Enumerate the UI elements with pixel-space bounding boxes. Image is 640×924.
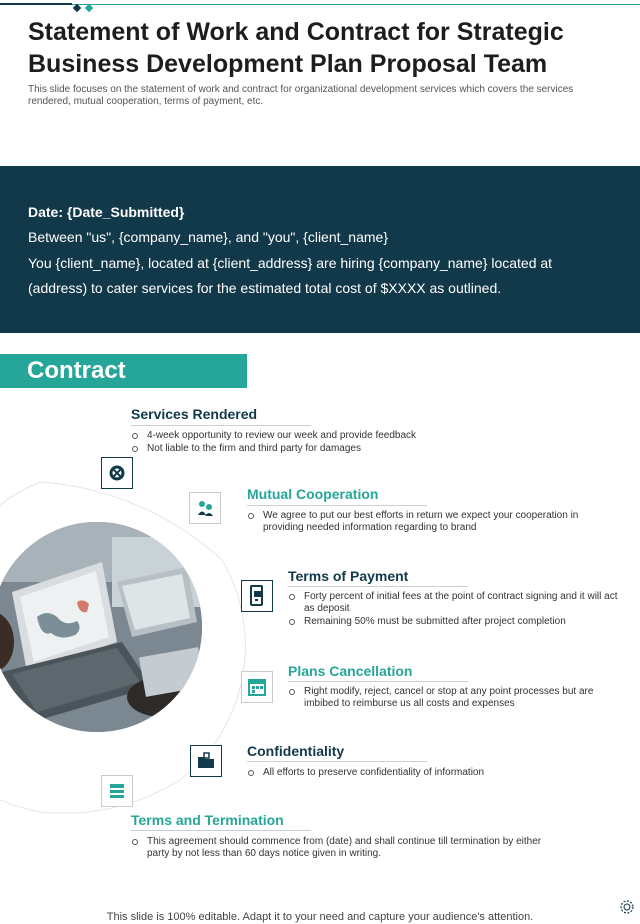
section-title-services-rendered: Services Rendered xyxy=(131,406,258,422)
hiring-line: You {client_name}, located at {client_address} are hiring {company_name} located at xyxy=(28,255,553,271)
footer-note: This slide is 100% editable. Adapt it to your need and capture your audience's attention. xyxy=(106,911,534,923)
page-subtitle: This slide focuses on the statement of work and contract for organizational development services which covers the services rendered, mutual cooperation, terms of payment, etc. xyxy=(28,84,574,107)
section-title-terms-and-termination: Terms and Termination xyxy=(131,812,284,828)
section-divider xyxy=(288,681,468,682)
section-divider xyxy=(247,761,427,762)
list-item: Forty percent of initial fees at the point of contract signing and it will act as deposit xyxy=(288,591,618,615)
secure-folder-icon xyxy=(190,745,222,777)
contract-heading: Contract xyxy=(27,357,126,384)
section-title-confidentiality: Confidentiality xyxy=(247,743,345,759)
section-divider xyxy=(247,505,427,506)
list-item: Right modify, reject, cancel or stop at any point processes but are imbibed to reimburse us all costs and expenses xyxy=(288,686,626,710)
mutual-cooperation-list xyxy=(247,510,592,535)
calendar-cancel-icon xyxy=(241,671,273,703)
cooperation-icon xyxy=(189,492,221,524)
confidentiality-list xyxy=(247,767,592,780)
list-item: Not liable to the firm and third party for damages xyxy=(131,443,491,455)
between-line: Between "us", {company_name}, and "you", {client_name} xyxy=(28,229,389,245)
list-item: We agree to put our best efforts in return we expect your cooperation in providing needed information regarding to brand xyxy=(247,510,592,534)
document-list-icon xyxy=(101,775,133,807)
hiring-line: (address) to cater services for the estimated total cost of $XXXX as outlined. xyxy=(28,280,502,296)
section-title-mutual-cooperation: Mutual Cooperation xyxy=(247,486,379,502)
section-title-plans-cancellation: Plans Cancellation xyxy=(288,663,413,679)
section-divider xyxy=(131,425,311,426)
tools-icon xyxy=(101,457,133,489)
terms-and-termination-list xyxy=(131,836,551,861)
settings-gear-icon[interactable] xyxy=(617,897,637,917)
terms-of-payment-list xyxy=(288,591,618,629)
list-item: This agreement should commence from (date) and shall continue till termination by either party by not less than 60 days notice given in writing. xyxy=(131,836,551,860)
plans-cancellation-list xyxy=(288,686,626,711)
list-item: 4-week opportunity to review our week and provide feedback xyxy=(131,430,491,442)
page-title-line: Statement of Work and Contract for Strategic xyxy=(28,18,564,46)
list-item: All efforts to preserve confidentiality of information xyxy=(247,767,592,779)
section-title-terms-of-payment: Terms of Payment xyxy=(288,568,409,584)
date-line: Date: {Date_Submitted} xyxy=(28,204,185,220)
section-divider xyxy=(288,586,468,587)
page-title-line: Business Development Plan Proposal Team xyxy=(28,50,548,78)
business-meeting-photo xyxy=(0,522,202,732)
list-item: Remaining 50% must be submitted after project completion xyxy=(288,616,618,628)
section-divider xyxy=(131,830,311,831)
services-rendered-list xyxy=(131,430,491,456)
mobile-payment-icon xyxy=(241,580,273,612)
